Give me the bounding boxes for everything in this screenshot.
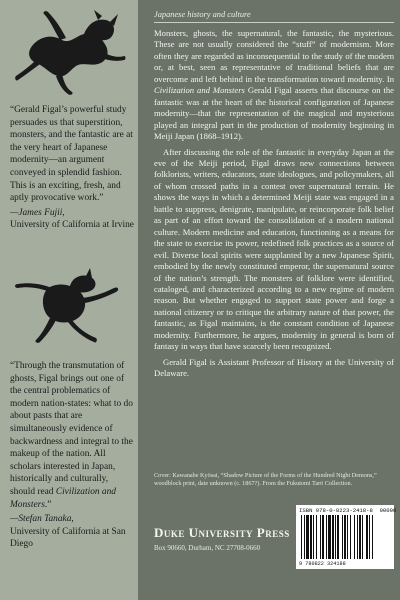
book-description (154, 28, 394, 384)
isbn-label (299, 507, 396, 514)
endorsement-quote-tanaka (10, 360, 134, 551)
demon-silhouette-illustration-bottom (10, 268, 128, 348)
description-paragraph-2: After discussing the role of the fantastic in everyday Japan at the eve of the Meiji period, Figal draws new connections between folklorists, writers, educators, state ideologues, and policymakers, all of whom crossed paths in a contest over supernatural terrain. He shows the ways in which a determined Meiji state was engaged in a battle to suppress, denigrate, manipulate, or reincorporate folk belief as part of an effort toward the consolidation of a modern national culture. Modern medicine and education, functioning as a means for the state to exercise its power, redefined folk practices as a source of evil. Diverse local spirits were supplanted by a new Japanese Spirit, embodied by the newly constituted emperor, the supernatural source of the nation’s strength. The monsters of folklore were identified, cataloged, and characterized according to a new regime of modern reason. But whether engaged to support state power and forge a national citizenry or to critique the arbitrary nature of that power, the fantastic, as Figal maintains, is the constant condition of Japanese modernity. Furthermore, he argues, modernity in general is born of fantasy in ways that have scarcely been recognized. (154, 146, 394, 352)
author-bio: Gerald Figal is Assistant Professor of History at the University of Delaware. (154, 356, 394, 379)
barcode-icon (299, 515, 391, 559)
quote-text-block (10, 360, 134, 511)
right-column (138, 0, 400, 600)
header-rule (154, 22, 394, 23)
para1-book-title: Civilization and Monsters (154, 85, 245, 96)
para1-text-rest: Gerald Figal asserts that discourse on the fantastic was at the heart of the historical configuration of Japanese modernity—that the representation of the magical and mysterious played an integral part in the production of modernity beginning in Meiji Japan (1868–1912). (154, 85, 394, 142)
isbn-barcode (296, 505, 397, 569)
para1-text: Monsters, ghosts, the supernatural, the fantastic, the mysterious. These are not usually considered the “stuff” of modernism. More often they are regarded as inconsequential to the study of the modern or, at best, seen as representative of traditional beliefs that are overcome and left behind in the transformation toward modernity. In (154, 28, 394, 84)
publisher-address: Box 90660, Durham, NC 27708-0660 (154, 544, 261, 552)
quote-author: —James Fujii, (10, 207, 65, 218)
cover-credit: Cover: Kawanabe Kyōsai, “Shadow Picture of the Forms of the Hundred Night Demons,” woodblock print, date unknown (c. 1867?). From the Fukutomi Tarō Collection. (154, 472, 377, 487)
quote-ending: .” (44, 499, 52, 510)
left-column (0, 0, 138, 600)
quote-text: “Gerald Figal’s powerful study persuades us that superstition, monsters, and the fantastic are at the very heart of Japanese modernity—an argument conveyed in splendid fashion. This is an exciting, fresh, and aptly provocative work.” (10, 105, 133, 204)
quote-attribution (10, 513, 134, 551)
quote-book-title: Civilization and Monsters (10, 486, 116, 510)
quote-attribution (10, 207, 134, 232)
series-label: Japanese history and culture (154, 10, 251, 19)
quote-affiliation: University of California at San Diego (10, 526, 126, 550)
description-paragraph-1 (154, 28, 394, 143)
endorsement-quote-fujii (10, 104, 134, 232)
quote-affiliation: University of California at Irvine (10, 220, 134, 231)
demon-silhouette-illustration-top (10, 6, 128, 96)
quote-author: —Stefan Tanaka, (10, 514, 74, 525)
barcode-digits: 9 780822 324188 (299, 561, 346, 567)
quote-text: “Through the transmutation of ghosts, Figal brings out one of the central problematics of modern nation-states: what to do about pasts that are simultaneously evidence of backwardness and integral to the makeup of the nation. All scholars interested in Japan, historically and culturally, should read (10, 361, 133, 497)
price-code: 90000 (379, 507, 397, 514)
isbn-number: ISBN 978-0-8223-2418-8 (299, 507, 373, 514)
publisher-name: Duke University Press (154, 525, 290, 540)
